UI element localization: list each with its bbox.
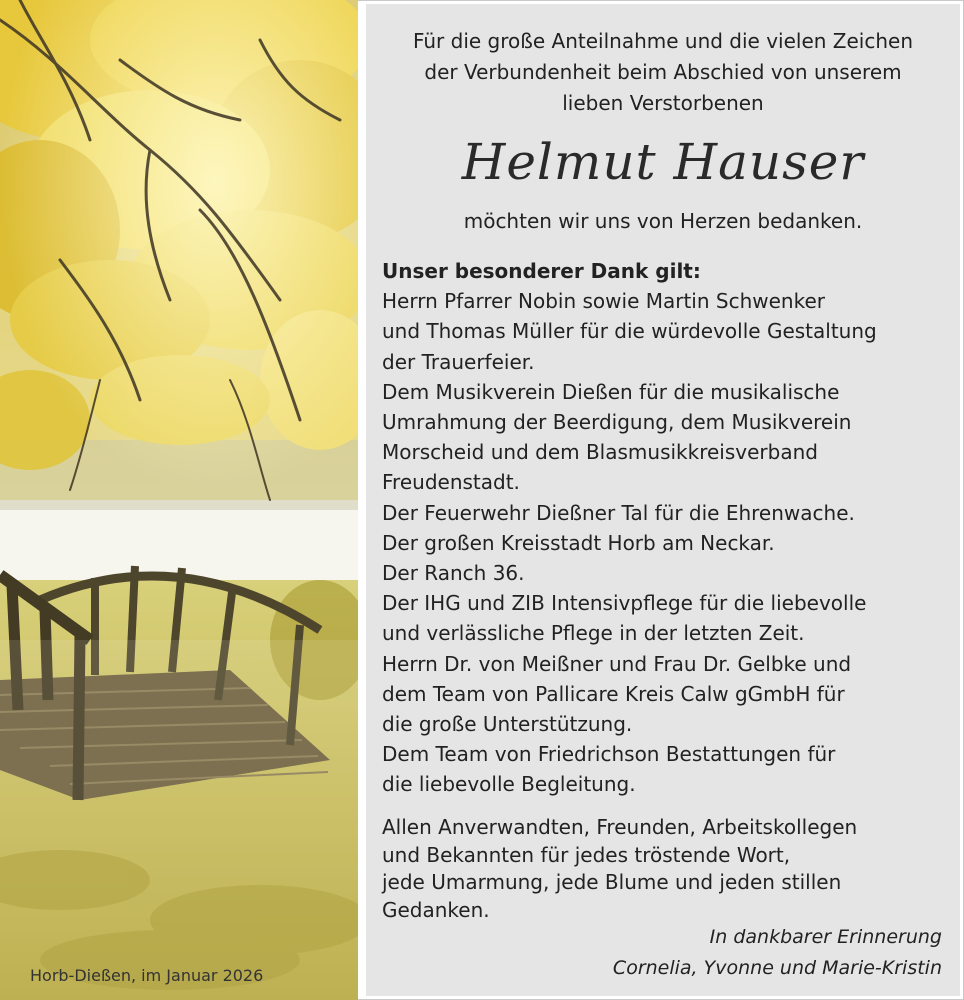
- thanks-entry-line: Dem Musikverein Dießen für die musikalische: [382, 379, 840, 404]
- thanks-entry-line: Der IHG und ZIB Intensivpflege für die liebevolle: [382, 591, 867, 616]
- signature-line: In dankbarer Erinnerung: [709, 926, 942, 948]
- thanks-entry-line: die große Unterstützung.: [382, 712, 633, 737]
- thanks-line: möchten wir uns von Herzen bedanken.: [463, 209, 863, 233]
- thanks-entry-line: und Thomas Müller für die würdevolle Gestaltung: [382, 319, 877, 344]
- closing-line: und Bekannten für jedes tröstende Wort,: [382, 842, 791, 867]
- intro-line: lieben Verstorbenen: [562, 91, 764, 115]
- signature-names: Cornelia, Yvonne und Marie-Kristin: [612, 957, 942, 979]
- intro-line: Für die große Anteilnahme und die vielen Zeichen: [412, 29, 914, 53]
- thanks-entry-line: Der großen Kreisstadt Horb am Neckar.: [382, 530, 775, 555]
- thanks-entry-line: Morscheid und dem Blasmusikkreisverband: [382, 440, 818, 465]
- intro-text: [366, 26, 960, 119]
- thanks-entry-line: die liebevolle Begleitung.: [382, 772, 636, 797]
- thanks-entry-line: und verlässliche Pflege in der letzten Zeit.: [382, 621, 805, 646]
- thanks-entry-line: Umrahmung der Beerdigung, dem Musikverein: [382, 410, 852, 435]
- closing-line: Gedanken.: [382, 897, 490, 922]
- intro-line: der Verbundenheit beim Abschied von unserem: [424, 60, 902, 84]
- thanks-entry-line: Der Feuerwehr Dießner Tal für die Ehrenwache.: [382, 500, 855, 525]
- special-thanks-section: [382, 256, 952, 800]
- closing-text: [382, 814, 952, 924]
- thanks-entry-line: Herrn Dr. von Meißner und Frau Dr. Gelbke und: [382, 651, 852, 676]
- thanks-entry-line: der Trauerfeier.: [382, 349, 535, 374]
- closing-line: jede Umarmung, jede Blume und jeden stillen: [382, 870, 842, 894]
- deceased-name: Helmut Hauser: [461, 133, 865, 191]
- special-thanks-heading: Unser besonderer Dank gilt:: [382, 259, 701, 283]
- obituary-text-panel: [366, 4, 960, 996]
- thanks-entry-line: Der Ranch 36.: [382, 561, 525, 586]
- thanks-entry-line: Herrn Pfarrer Nobin sowie Martin Schwenker: [382, 289, 825, 314]
- thanks-entry-line: Dem Team von Friedrichson Bestattungen für: [382, 742, 836, 767]
- autumn-bridge-photo: [0, 0, 358, 1000]
- place-date: Horb-Dießen, im Januar 2026: [30, 966, 264, 985]
- thanks-entry-line: Freudenstadt.: [382, 470, 520, 495]
- thanks-entry-line: dem Team von Pallicare Kreis Calw gGmbH für: [382, 681, 845, 706]
- signature: [613, 922, 942, 984]
- closing-line: Allen Anverwandten, Freunden, Arbeitskollegen: [382, 815, 858, 839]
